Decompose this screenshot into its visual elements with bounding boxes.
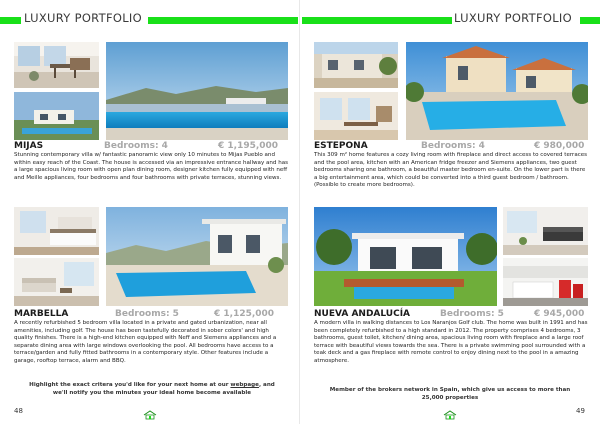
house-logo-icon: [443, 410, 457, 420]
webpage-link[interactable]: webpage: [230, 382, 259, 388]
footer-text-before: Highlight the exact critera you'd like for your next home at our: [29, 382, 231, 388]
listing-price: € 945,000: [534, 309, 585, 319]
page-number-right: 49: [576, 407, 585, 415]
page-header-title: LUXURY PORTFOLIO: [454, 11, 572, 25]
listing-description-nueva-andalucia: A modern villa in walking distances to Los Naranjos Golf club. The home was built in 1991 and has been completely refurbished to a high standard in 2012. The property comprises 4 bedrooms, 3 bathrooms, guest toilet, kitchen/ dining area, spacious living room with fireplace and a large roof terrace with beautiful views towards the sea. There is a private swimming pool surrounded with a teak deck and a gas fireplace with remote control to enjoy dining next to the pool in a amazing atmosphere.: [314, 320, 588, 364]
estepona-photo-pool: [406, 42, 588, 140]
listing-bedrooms: Bedrooms: 4: [104, 141, 168, 151]
house-logo-icon: [143, 410, 157, 420]
listing-bedrooms: Bedrooms: 4: [421, 141, 485, 151]
footer-note-left: [24, 382, 280, 397]
listing-price: € 1,125,000: [214, 309, 275, 319]
header-bar-right: [580, 17, 600, 24]
page-number-left: 48: [14, 407, 23, 415]
listing-name: NUEVA ANDALUCÍA: [314, 309, 411, 319]
listing-price: € 980,000: [534, 141, 585, 151]
listing-description-mijas: Stunning contemporary villa w/ fantastic panoramic view only 10 minutes to Mijas Pueblo and within easy reach of the Coast. The house is accessed via an impressive entrance hallway and has a large spacious living room with open plan dining room, designer kitchen fully equipped with neff and Meille appliances, four bedrooms and four bathrooms with private terraces, stunning views.: [14, 152, 289, 181]
footer-text-after: , and we'll notify you the minutes your ideal home become available: [52, 382, 275, 396]
mijas-photo-interior: [14, 42, 99, 88]
mijas-photo-pool: [106, 42, 288, 140]
nueva-andalucia-photo-kitchen: [503, 258, 588, 306]
header-bar-left: [0, 17, 21, 24]
listing-bedrooms: Bedrooms: 5: [115, 309, 179, 319]
nueva-andalucia-photo-living: [503, 207, 588, 255]
listing-name: MARBELLA: [14, 309, 69, 319]
header-bar-right: [148, 17, 298, 24]
listing-description-estepona: This 309 m² home features a cozy living room with fireplace and direct access to covered terraces and the pool area, kitchen with an American fridge freezer and Siemens appliances, two guest bedrooms sharing one bathroom, a beautiful master bedroom en-suite. On the lower part is there a big entertainment area, which could be converted into a third guest bedroom / bathroom. (Possible to create more bedrooms).: [314, 152, 588, 189]
listing-name: ESTEPONA: [314, 141, 368, 151]
nueva-andalucia-photo-exterior: [314, 207, 497, 306]
header-bar-left: [302, 17, 452, 24]
listing-price: € 1,195,000: [218, 141, 279, 151]
marbella-photo-pool: [106, 207, 288, 306]
listing-bedrooms: Bedrooms: 5: [440, 309, 504, 319]
listing-name: MIJAS: [14, 141, 44, 151]
estepona-photo-exterior: [314, 42, 398, 88]
mijas-photo-exterior: [14, 92, 99, 140]
footer-note-right: Member of the brokers network in Spain, which give us access to more than 25,000 properties: [329, 387, 571, 401]
estepona-photo-interior: [314, 92, 398, 140]
right-page: [300, 0, 600, 424]
listing-description-marbella: A recently refurbished 5 bedroom villa located in a private and gated urbanization, near all amenities, including golf. The house has been tastefully decorated in sober colors' and high quality finishes. There is a high-end kitchen equipped with Neff and Siemens appliances and a separate dining area with large windows overlooking the pool. All bedrooms have access to a terrace/garden and fully fitted bathrooms in a contemporary style. Other features include a garage, rooftop terrace, alarm and BBQ.: [14, 320, 277, 364]
page-header-title: LUXURY PORTFOLIO: [24, 11, 142, 25]
marbella-photo-living: [14, 258, 99, 306]
marbella-photo-bedroom: [14, 207, 99, 255]
